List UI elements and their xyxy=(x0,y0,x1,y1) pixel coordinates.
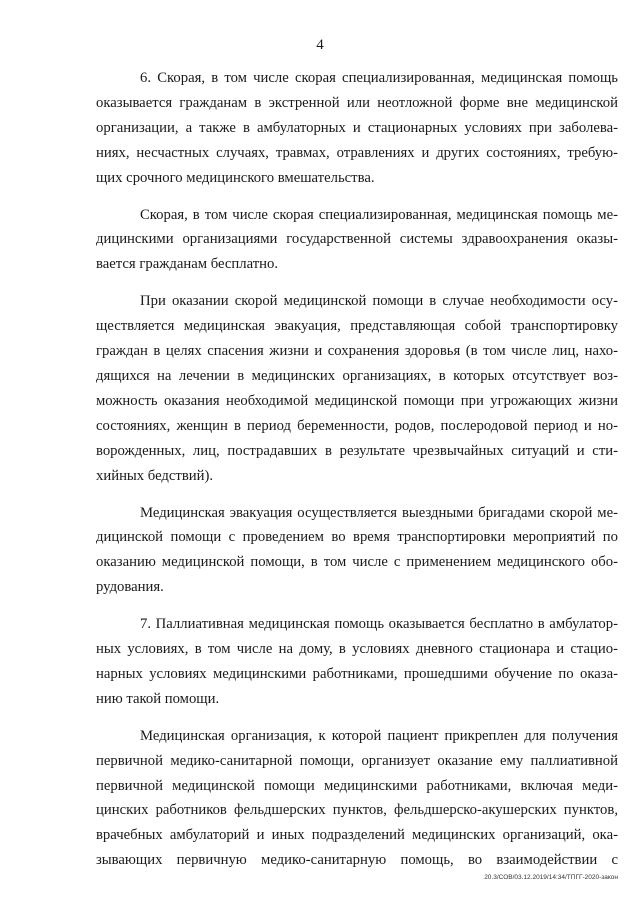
text-line: щих срочного медицинского вмешательства. xyxy=(96,169,375,186)
paragraph-gap xyxy=(96,712,618,724)
text-line: ных условиях, в том числе на дому, в условиях дневного стационара и стацио- xyxy=(96,641,618,658)
text-line: первичной медико-санитарной помощи, организует оказание ему паллиативной xyxy=(96,752,618,769)
paragraph-gap xyxy=(96,191,618,203)
paragraph-gap xyxy=(96,600,618,612)
paragraph xyxy=(96,203,618,278)
text-line: состояниях, женщин в период беременности, родов, послеродовой период и но- xyxy=(96,417,618,434)
paragraph xyxy=(96,724,618,873)
paragraph-gap xyxy=(96,489,618,501)
text-line: оказанию медицинской помощи, в том числе с применением медицинского обо- xyxy=(96,554,618,571)
text-line: дицинской помощи с проведением во время транспортировки мероприятий по xyxy=(96,529,618,546)
document-body xyxy=(96,66,618,873)
paragraph xyxy=(96,501,618,601)
text-line: врачебных амбулаторий и иных подразделений медицинских организаций, ока- xyxy=(96,827,618,844)
text-line: рудования. xyxy=(96,579,164,596)
text-line: первичной медицинской помощи медицинскими работниками, включая меди- xyxy=(96,777,618,794)
text-line: зывающих первичную медико-санитарную помощь, во взаимодействии с xyxy=(96,852,618,869)
text-line: нию такой помощи. xyxy=(96,690,220,707)
text-line: вается гражданам бесплатно. xyxy=(96,256,279,273)
paragraph xyxy=(96,612,618,712)
paragraph-gap xyxy=(96,277,618,289)
paragraph xyxy=(96,289,618,488)
text-line: дицинскими организациями государственной системы здравоохранения оказы- xyxy=(96,231,618,248)
text-line: организации, а также в амбулаторных и стационарных условиях при заболева- xyxy=(96,119,618,136)
text-line: 6. Скорая, в том числе скорая специализированная, медицинская помощь xyxy=(140,70,618,86)
text-line: ществляется медицинская эвакуация, представляющая собой транспортировку xyxy=(96,318,618,335)
text-line: нарных условиях медицинскими работниками, прошедшими обучение по оказа- xyxy=(96,665,618,682)
text-line: Медицинская организация, к которой пациент прикреплен для получения xyxy=(140,727,618,744)
text-line: 7. Паллиативная медицинская помощь оказывается бесплатно в амбулатор- xyxy=(140,616,618,633)
text-line: хийных бедствий). xyxy=(96,467,214,484)
text-line: Медицинская эвакуация осуществляется выездными бригадами скорой ме- xyxy=(140,504,618,521)
text-line: дящихся на лечении в медицинских организациях, в которых отсутствует воз- xyxy=(96,367,618,384)
text-line: оказывается гражданам в экстренной или неотложной форме вне медицинской xyxy=(96,94,618,111)
text-line: цинских работников фельдшерских пунктов, фельдшерско-акушерских пунктов, xyxy=(96,802,618,819)
text-line: ворожденных, лиц, пострадавших в результате чрезвычайных ситуаций и сти- xyxy=(96,442,618,459)
text-line: можность оказания необходимой медицинской помощи при угрожающих жизни xyxy=(96,392,618,409)
text-line: При оказании скорой медицинской помощи в случае необходимости осу- xyxy=(140,293,618,310)
document-footer-code: 20.3/СОВ/03.12.2019/14:34/ТПГГ-2020-закон xyxy=(484,874,618,881)
text-line: Скорая, в том числе скорая специализированная, медицинская помощь ме- xyxy=(140,206,618,223)
text-line: граждан в целях спасения жизни и сохранения здоровья (в том числе лиц, нахо- xyxy=(96,343,618,360)
text-line: ниях, несчастных случаях, травмах, отравлениях и других состояниях, требую- xyxy=(96,144,618,161)
page-number: 4 xyxy=(316,37,324,53)
paragraph xyxy=(96,66,618,191)
